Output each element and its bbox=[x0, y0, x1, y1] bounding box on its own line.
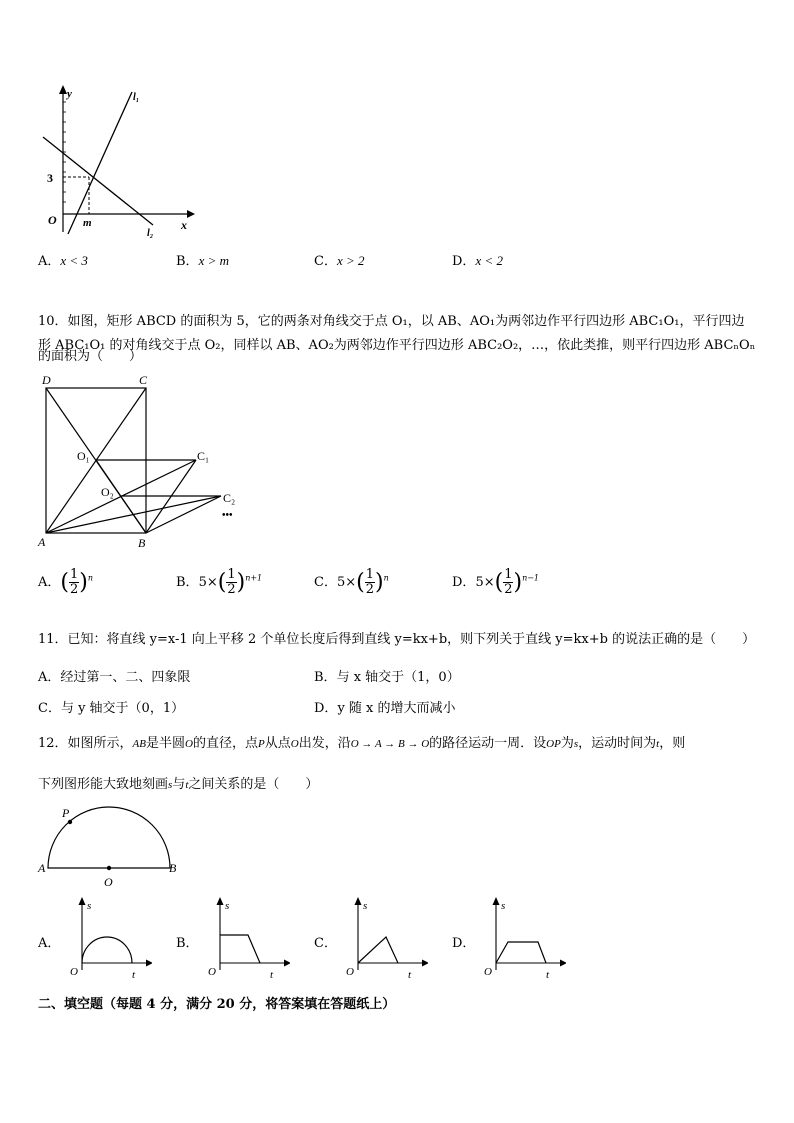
q12-semicircle-figure bbox=[36, 800, 186, 890]
q10-label-C: C bbox=[139, 373, 148, 387]
stem-math: P bbox=[257, 738, 265, 750]
fraction-den: 2 bbox=[504, 582, 513, 597]
q11-option-b[interactable] bbox=[314, 666, 460, 685]
graph-s-label: s bbox=[501, 900, 506, 912]
graph-s-label: s bbox=[225, 900, 230, 912]
option-expr: x < 2 bbox=[475, 253, 503, 268]
option-text: 与 x 轴交于（1，0） bbox=[336, 670, 460, 685]
graph-origin-label: O bbox=[70, 966, 78, 978]
q10-stem-line3: 的面积为（ ） bbox=[38, 349, 143, 364]
q10-option-c[interactable]: C．5×( $\frac{1}{2}$ )$^n$ bbox=[314, 567, 389, 597]
fraction bbox=[69, 568, 79, 597]
option-label: A． bbox=[38, 575, 61, 590]
q9-m-label: m bbox=[83, 217, 92, 229]
stem-math: O bbox=[185, 738, 193, 750]
q9-three-label: 3 bbox=[47, 171, 53, 185]
q11-option-d[interactable] bbox=[314, 697, 456, 716]
option-expr: x > 2 bbox=[336, 253, 365, 268]
q12-stem-line1 bbox=[38, 732, 685, 751]
stem-text: 是半圆 bbox=[146, 736, 186, 751]
q12-option-d-graph[interactable] bbox=[476, 895, 566, 980]
q10-label-O2: O₂ bbox=[101, 485, 114, 499]
graph-s-label: s bbox=[87, 900, 92, 912]
fraction-den: 2 bbox=[365, 582, 374, 597]
stem-text: 为 bbox=[560, 736, 574, 751]
graph-t-label: t bbox=[408, 969, 412, 980]
option-text: 经过第一、二、四象限 bbox=[60, 670, 191, 685]
q10-label-D: D bbox=[42, 373, 51, 387]
option-coef: 5× bbox=[475, 575, 495, 590]
fraction bbox=[503, 568, 513, 597]
option-label: D． bbox=[452, 254, 476, 269]
stem-text: 12．如图所示， bbox=[38, 736, 133, 751]
fraction-den: 2 bbox=[227, 582, 236, 597]
stem-text: 从点 bbox=[264, 736, 291, 751]
q12-label-B: B bbox=[169, 861, 177, 875]
graph-s-label: s bbox=[363, 900, 368, 912]
q9-option-a[interactable] bbox=[38, 250, 88, 269]
option-coef: 5× bbox=[336, 575, 357, 590]
q10-stem-line1: 10．如图，矩形 ABCD 的面积为 5，它的两条对角线交于点 O₁，以 AB、AO₁为两邻边作平行四边形 ABC₁O₁，平行四边 bbox=[38, 314, 745, 329]
graph-t-label: t bbox=[132, 969, 136, 980]
option-text: y 随 x 的增大而减小 bbox=[337, 701, 456, 716]
option-expr: x < 3 bbox=[60, 253, 88, 268]
q12-label-A: A bbox=[38, 861, 46, 875]
q10-label-C1: C₁ bbox=[197, 449, 210, 463]
q9-option-c[interactable] bbox=[314, 250, 365, 269]
option-coef: 5× bbox=[198, 575, 218, 590]
q9-option-b[interactable] bbox=[176, 250, 229, 269]
stem-math: t bbox=[185, 779, 189, 791]
option-label: B． bbox=[176, 254, 199, 269]
option-exp: n+1 bbox=[245, 573, 263, 583]
q12-label-P: P bbox=[62, 806, 70, 820]
q10-figure bbox=[34, 370, 249, 550]
graph-t-label: t bbox=[270, 969, 274, 980]
option-label: C． bbox=[314, 936, 337, 951]
fraction-num: 1 bbox=[365, 567, 374, 582]
stem-math: O bbox=[290, 738, 299, 750]
q10-option-b[interactable]: B．5×( $\frac{1}{2}$ )$^{n+1}$ bbox=[176, 567, 263, 597]
option-label: C． bbox=[314, 575, 337, 590]
q11-option-a[interactable] bbox=[38, 666, 190, 685]
stem-math: O → A → B → O bbox=[350, 738, 430, 750]
stem-math: OP bbox=[546, 738, 561, 750]
q12-option-a[interactable] bbox=[38, 932, 60, 951]
graph-origin-label: O bbox=[484, 966, 492, 978]
stem-math: t bbox=[656, 738, 660, 750]
option-label: B． bbox=[314, 670, 337, 685]
q10-option-a[interactable]: A．( $\frac{1}{2}$ )$^n$ bbox=[38, 567, 94, 597]
fraction bbox=[365, 568, 375, 597]
fraction-den: 2 bbox=[69, 582, 79, 597]
graph-origin-label: O bbox=[346, 966, 354, 978]
q10-label-O1: O₁ bbox=[77, 449, 90, 463]
fraction-num: 1 bbox=[227, 567, 236, 582]
stem-text: 下列图形能大致地刻画 bbox=[38, 777, 169, 792]
option-text: 与 y 轴交于（0，1） bbox=[60, 701, 185, 716]
q9-l2-label: l₂ bbox=[147, 228, 154, 239]
stem-math: s bbox=[573, 738, 579, 750]
stem-math: s bbox=[168, 779, 173, 791]
option-label: D． bbox=[452, 575, 476, 590]
stem-text: 的直径，点 bbox=[192, 736, 258, 751]
stem-text: 之间关系的是（ ） bbox=[188, 777, 319, 792]
q12-stem-line2 bbox=[38, 773, 318, 792]
q10-label-C2: C₂ bbox=[223, 491, 236, 505]
option-label: C． bbox=[314, 254, 337, 269]
q10-label-A: A bbox=[38, 535, 46, 549]
stem-text: 出发，沿 bbox=[298, 736, 351, 751]
option-expr: x > m bbox=[198, 253, 229, 268]
q9-y-label: y bbox=[67, 88, 72, 100]
option-exp: n bbox=[87, 573, 94, 583]
stem-text: 与 bbox=[172, 777, 186, 792]
q12-option-b[interactable] bbox=[176, 932, 199, 951]
stem-text: 的路径运动一周．设 bbox=[429, 736, 547, 751]
option-label: B． bbox=[176, 936, 199, 951]
fraction-num: 1 bbox=[504, 567, 513, 582]
option-label: A． bbox=[38, 670, 61, 685]
q12-option-c[interactable] bbox=[314, 932, 337, 951]
stem-text: ，运动时间为 bbox=[578, 736, 657, 751]
option-label: B． bbox=[176, 575, 199, 590]
graph-origin-label: O bbox=[208, 966, 216, 978]
fraction-num: 1 bbox=[69, 567, 79, 582]
q12-option-b-graph[interactable] bbox=[200, 895, 290, 980]
option-label: D． bbox=[314, 701, 338, 716]
q12-option-d[interactable] bbox=[452, 932, 475, 951]
q12-option-a-graph[interactable] bbox=[62, 895, 152, 980]
option-exp: n bbox=[383, 573, 389, 583]
q12-option-c-graph[interactable] bbox=[338, 895, 428, 980]
q10-ellipsis: ••• bbox=[222, 510, 233, 521]
graph-t-label: t bbox=[546, 969, 550, 980]
option-label: A． bbox=[38, 936, 61, 951]
option-label: A． bbox=[38, 254, 61, 269]
q9-option-d[interactable] bbox=[452, 250, 503, 269]
q12-label-O: O bbox=[104, 875, 113, 889]
stem-math: AB bbox=[132, 738, 146, 750]
q9-graph bbox=[35, 82, 200, 242]
q9-l1-label: l₁ bbox=[133, 92, 140, 103]
q10-option-d[interactable]: D．5×( $\frac{1}{2}$ )$^{n-1}$ bbox=[452, 567, 540, 597]
option-label: D． bbox=[452, 936, 476, 951]
q9-x-label: x bbox=[181, 218, 187, 232]
fraction bbox=[226, 568, 236, 597]
q9-origin-label: O bbox=[48, 213, 57, 227]
q11-stem: 11．已知：将直线 y=x-1 向上平移 2 个单位长度后得到直线 y=kx+b，则下列关于直线 y=kx+b 的说法正确的是（ ） bbox=[38, 632, 756, 647]
q11-option-c[interactable] bbox=[38, 697, 184, 716]
option-label: C． bbox=[38, 701, 61, 716]
q10-stem-line2: 形 ABC₁O₁ 的对角线交于点 O₂，同样以 AB、AO₂为两邻边作平行四边形 ABC₂O₂，…，依此类推，则平行四边形 ABCₙOₙ bbox=[38, 338, 756, 353]
option-exp: n−1 bbox=[522, 573, 540, 583]
stem-text: ，则 bbox=[659, 736, 686, 751]
section-heading-fill-in: 二、填空题（每题 4 分，满分 20 分，将答案填在答题纸上） bbox=[38, 997, 396, 1012]
q10-label-B: B bbox=[138, 536, 146, 550]
